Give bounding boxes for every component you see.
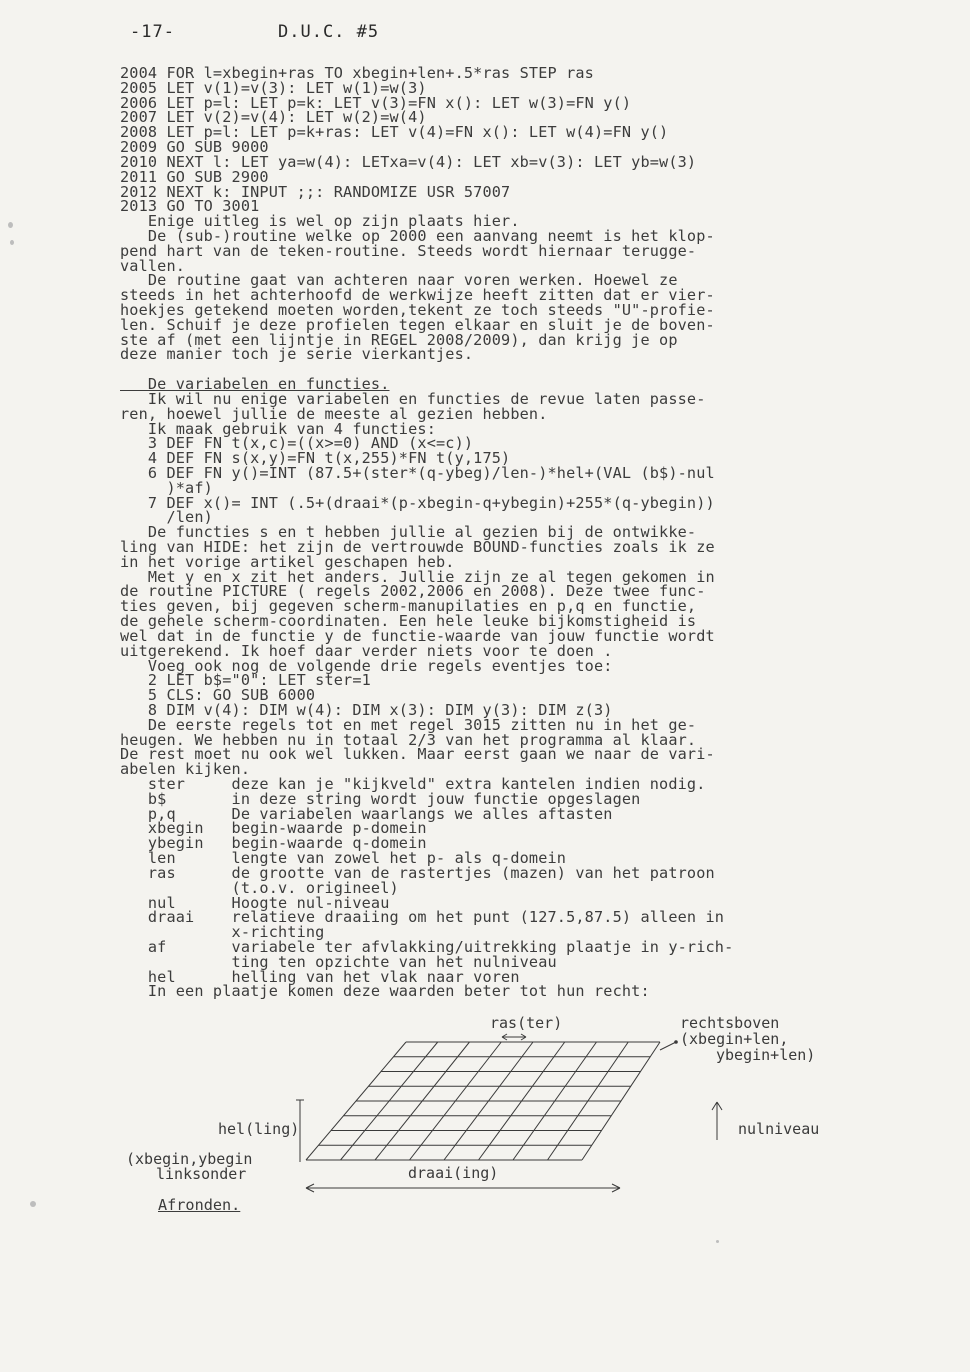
text-line: De functies s en t hebben jullie al gezien bij de ontwikke- [120,523,697,542]
text-line: Met y en x zit het anders. Jullie zijn ze al tegen gekomen in [120,567,715,586]
text-line: De eerste regels tot en met regel 3015 zitten nu in het ge- [120,715,697,734]
text-line: De routine gaat van achteren naar voren werken. Hoewel ze [120,271,678,290]
text-line: 2005 LET v(1)=v(3): LET w(1)=w(3) [120,78,427,97]
text-line: ybegin begin-waarde q-domein [120,834,427,853]
text-line: len. Schuif je deze profielen tegen elkaar en sluit je de boven- [120,315,715,334]
text-line: De rest moet nu ook wel lukken. Maar eerst gaan we naar de vari- [120,745,715,764]
label-linksonder: linksonder [156,1165,247,1183]
label-rechtsboven-coord-1: (xbegin+len, [680,1030,789,1048]
text-line: hel helling van het vlak naar voren [120,967,520,986]
scan-speck [30,1201,36,1207]
text-line: 8 DIM v(4): DIM w(4): DIM x(3): DIM y(3): DIM z(3) [120,700,613,719]
text-line: 2009 GO SUB 9000 [120,138,269,157]
text-line: 3 DEF FN t(x,c)=((x>=0) AND (x<=c)) [120,434,474,453]
scan-speck [10,240,14,245]
text-line: (t.o.v. origineel) [120,878,399,897]
text-line: heugen. We hebben nu in totaal 2/3 van het programma al klaar. [120,730,697,749]
text-line: draai relatieve draaiing om het punt (127.5,87.5) alleen in [120,908,725,927]
text-line: Enige uitleg is wel op zijn plaats hier. [120,212,520,231]
text-line: ling van HIDE: het zijn de vertrouwde BOUND-functies zoals ik ze [120,538,715,556]
text-line: 2013 GO TO 3001 [120,197,260,216]
raster-grid [306,1042,660,1160]
text-line: 2010 NEXT l: LET ya=w(4): LETxa=v(4): LET xb=v(3): LET yb=w(3) [120,152,697,171]
text-line: )*af) [120,478,213,497]
ras-arrow [502,1034,526,1040]
text-line: wel dat in de functie y de functie-waarde van jouw functie wordt [120,626,715,645]
text-line: De variabelen en functies. [120,375,390,394]
article-body [120,66,910,999]
page-number: -17- [130,22,175,42]
text-line: Ik wil nu enige variabelen en functies de revue laten passe- [120,389,706,408]
text-line: b$ in deze string wordt jouw functie opgeslagen [120,789,641,808]
text-line: 4 DEF FN s(x,y)=FN t(x,255)*FN t(y,175) [120,449,511,468]
text-line: 2007 LET v(2)=v(4): LET w(2)=w(4) [120,108,427,127]
label-rechtsboven: rechtsboven [680,1014,780,1032]
grid-diagram [120,1012,880,1222]
text-line: 2008 LET p=l: LET p=k+ras: LET v(4)=FN x(): LET w(4)=FN y() [120,123,669,142]
text-line: pend hart van de teken-routine. Steeds wordt hiernaar terugge- [120,241,697,260]
label-rechtsboven-coord-2: ybegin+len) [716,1046,816,1064]
text-line: /len) [120,508,213,527]
text-line: de routine PICTURE ( regels 2002,2006 en 2008). Deze twee func- [120,582,706,601]
label-helling: hel(ling) [218,1120,300,1138]
label-draaiing: draai(ing) [408,1164,499,1182]
section-heading-afronden: Afronden. [158,1196,241,1214]
text-line: ties geven, bij gegeven scherm-manupilaties en p,q en functie, [120,597,697,616]
text-line: abelen kijken. [120,760,251,779]
draaiing-arrow [306,1184,620,1192]
text-line: 7 DEF x()= INT (.5+(draai*(p-xbegin-q+ybegin)+255*(q-ybegin)) [120,493,715,512]
rechtsboven-dot [674,1040,678,1044]
text-line: p,q De variabelen waarlangs we alles aftasten [120,804,613,823]
text-line: 2006 LET p=l: LET p=k: LET v(3)=FN x(): LET w(3)=FN y() [120,93,632,112]
scan-speck [8,222,13,228]
scan-speck [716,1240,719,1243]
text-line: ras de grootte van de rastertjes (mazen) van het patroon [120,863,715,882]
text-line: 5 CLS: GO SUB 6000 [120,686,316,705]
label-linksonder-coord: (xbegin,ybegin [126,1150,253,1168]
label-ras: ras(ter) [490,1014,563,1032]
text-line: steeds in het achterhoofd de werkwijze heeft zitten dat er vier- [120,286,715,305]
label-nulniveau: nulniveau [738,1120,820,1138]
text-line: in het vorige artikel geschapen heb. [120,552,455,571]
text-line: len lengte van zowel het p- als q-domein [120,849,567,868]
rechtsboven-pointer [660,1042,676,1050]
text-line: vallen. [120,256,186,275]
text-line: nul Hoogte nul-niveau [120,893,390,912]
text-line: hoekjes getekend moeten worden,tekent ze toch steeds "U"-profie- [120,301,715,319]
text-line: uitgerekend. Ik hoef daar verder niets voor te doen . [120,641,613,660]
text-line: 6 DEF FN y()=INT (87.5+(ster*(q-ybeg)/len-)*hel+(VAL (b$)-nul [120,463,715,482]
text-line: ren, hoewel jullie de meeste al gezien hebben. [120,404,548,423]
text-line: Ik maak gebruik van 4 functies: [120,419,436,438]
text-line: de gehele scherm-coordinaten. Een hele leuke bijkomstigheid is [120,612,697,631]
text-line: 2004 FOR l=xbegin+ras TO xbegin+len+.5*ras STEP ras [120,64,594,82]
text-line: deze manier toch je serie vierkantjes. [120,345,474,364]
text-line: ster deze kan je "kijkveld" extra kantelen indien nodig. [120,775,706,793]
nulniveau-arrow [712,1102,722,1140]
magazine-title: D.U.C. #5 [278,22,380,42]
text-line: 2012 NEXT k: INPUT ;;: RANDOMIZE USR 57007 [120,182,511,201]
text-line: 2 LET b$="0": LET ster=1 [120,671,371,690]
text-line: In een plaatje komen deze waarden beter tot hun recht: [120,982,650,1001]
text-line: x-richting [120,923,325,942]
text-line: af variabele ter afvlakking/uitrekking plaatje in y-rich- [120,937,734,956]
text-line: 2011 GO SUB 2900 [120,167,269,186]
text-line: De (sub-)routine welke op 2000 een aanvang neemt is het klop- [120,226,715,245]
text-line: ting ten opzichte van het nulniveau [120,952,557,971]
text-line: Voeg ook nog de volgende drie regels eventjes toe: [120,656,613,675]
text-line: ste af (met een lijntje in REGEL 2008/2009), dan krijg je op [120,330,678,349]
text-line: xbegin begin-waarde p-domein [120,819,427,838]
